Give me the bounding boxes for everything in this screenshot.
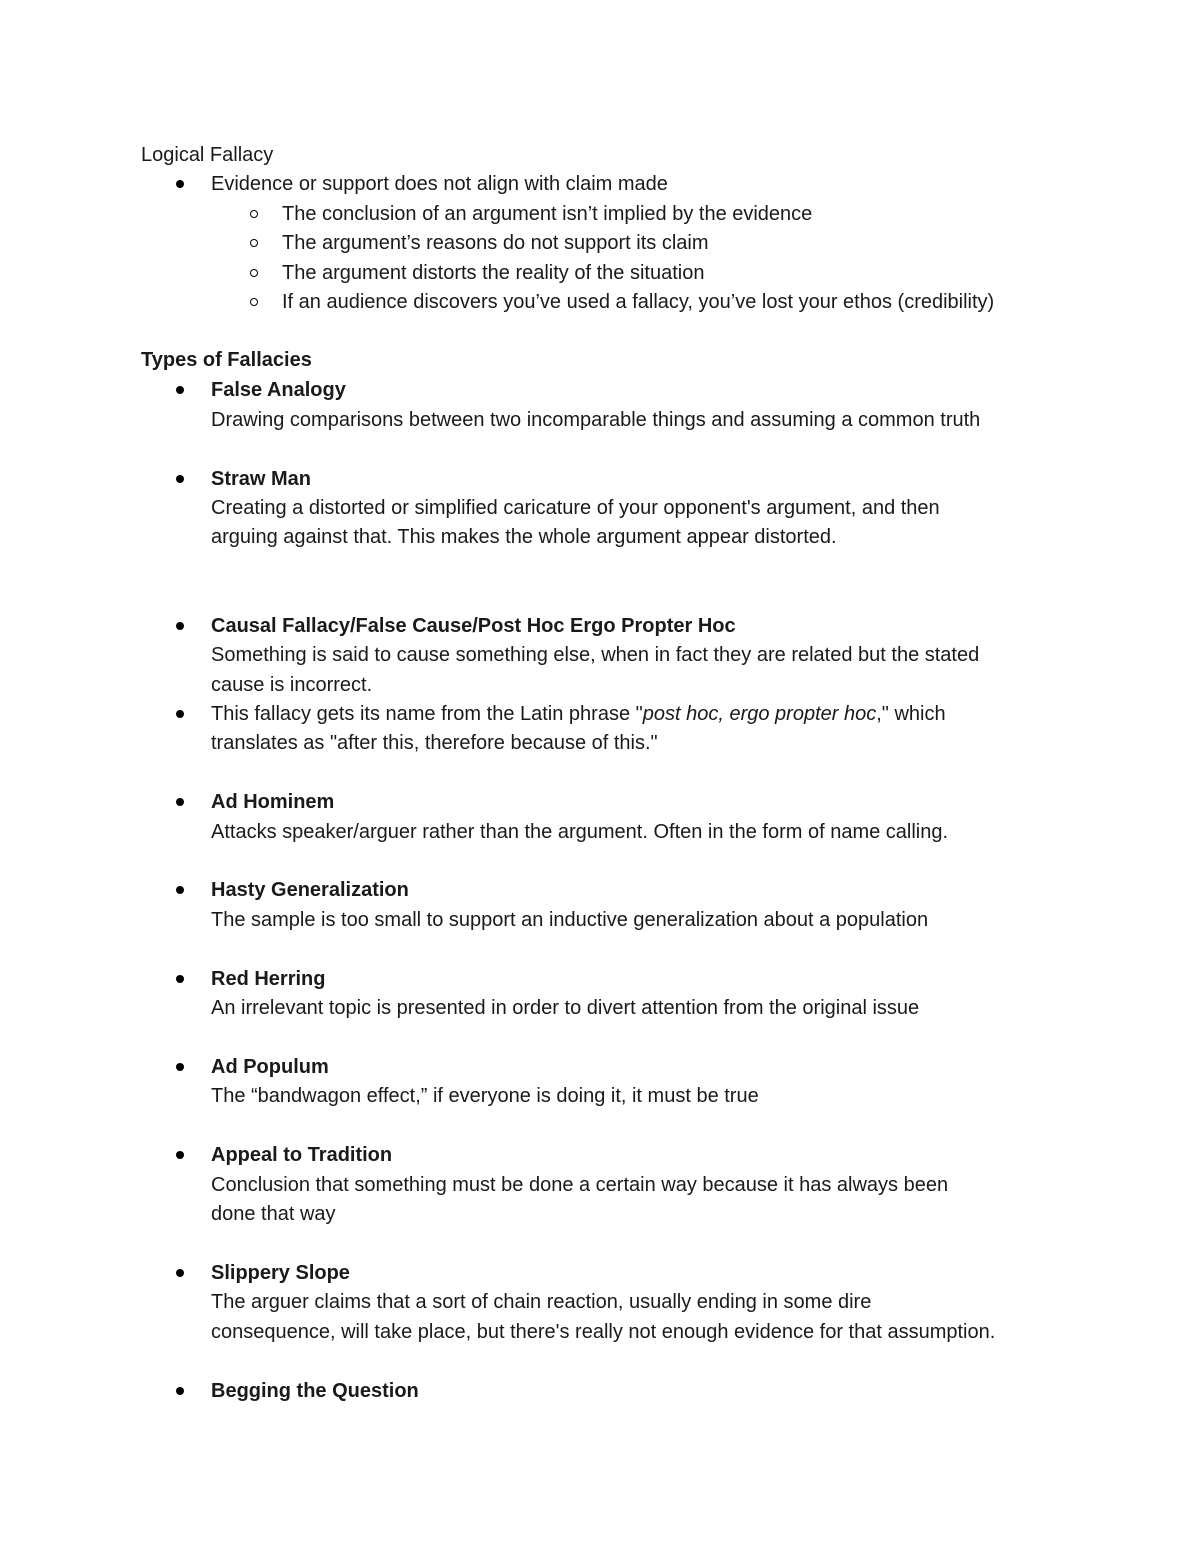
fallacy-description: The arguer claims that a sort of chain reaction, usually ending in some dire [211, 1291, 872, 1313]
latin-phrase-italic: post hoc, ergo propter hoc [642, 703, 877, 725]
fallacy-name: Begging the Question [211, 1380, 419, 1402]
fallacy-description: Something is said to cause something else, when in fact they are related but the stated [211, 644, 980, 666]
intro-bullet-text: Evidence or support does not align with claim made [211, 173, 668, 195]
fallacy-name: Hasty Generalization [211, 879, 409, 901]
fallacy-description: Attacks speaker/arguer rather than the argument. Often in the form of name calling. [211, 821, 949, 843]
fallacy-name: Ad Hominem [211, 791, 335, 813]
bullet-icon [176, 622, 184, 630]
fallacy-description: arguing against that. This makes the whole argument appear distorted. [211, 526, 837, 548]
hollow-bullet-icon [250, 210, 258, 218]
fallacy-name: Straw Man [211, 468, 312, 490]
fallacy-name: False Analogy [211, 379, 346, 401]
latin-phrase-translation: translates as "after this, therefore because of this." [211, 732, 658, 754]
bullet-icon [176, 180, 184, 188]
hollow-bullet-icon [250, 239, 258, 247]
hollow-bullet-icon [250, 269, 258, 277]
fallacy-description: Drawing comparisons between two incomparable things and assuming a common truth [211, 409, 981, 431]
bullet-icon [176, 1387, 184, 1395]
fallacy-description: done that way [211, 1203, 336, 1225]
bullet-icon [176, 386, 184, 394]
fallacy-description: consequence, will take place, but there's really not enough evidence for that assumption. [211, 1321, 996, 1343]
bullet-icon [176, 475, 184, 483]
fallacy-description: Creating a distorted or simplified caricature of your opponent's argument, and then [211, 497, 940, 519]
fallacy-name: Ad Populum [211, 1056, 329, 1078]
fallacy-name: Causal Fallacy/False Cause/Post Hoc Ergo Propter Hoc [211, 615, 736, 637]
document-title: Logical Fallacy [141, 144, 274, 166]
fallacy-name: Red Herring [211, 968, 326, 990]
sub-bullet-text: If an audience discovers you’ve used a fallacy, you’ve lost your ethos (credibility) [282, 291, 995, 313]
section-heading: Types of Fallacies [141, 349, 312, 371]
bullet-icon [176, 1151, 184, 1159]
fallacy-name: Slippery Slope [211, 1262, 350, 1284]
bullet-icon [176, 1063, 184, 1071]
hollow-bullet-icon [250, 298, 258, 306]
fallacy-description: An irrelevant topic is presented in order to divert attention from the original issue [211, 997, 920, 1019]
bullet-icon [176, 798, 184, 806]
sub-bullet-text: The argument’s reasons do not support its claim [282, 232, 709, 254]
latin-phrase-suffix: ," which [876, 703, 946, 725]
bullet-icon [176, 710, 184, 718]
fallacy-description: The sample is too small to support an inductive generalization about a population [211, 909, 929, 931]
sub-bullet-text: The conclusion of an argument isn’t implied by the evidence [282, 203, 813, 225]
sub-bullet-text: The argument distorts the reality of the situation [282, 262, 705, 284]
fallacy-name: Appeal to Tradition [211, 1144, 393, 1166]
fallacy-description: cause is incorrect. [211, 674, 373, 696]
fallacy-description: Conclusion that something must be done a certain way because it has always been [211, 1174, 949, 1196]
bullet-icon [176, 975, 184, 983]
bullet-icon [176, 1269, 184, 1277]
latin-phrase-text [211, 699, 946, 729]
latin-phrase-prefix: This fallacy gets its name from the Latin phrase " [211, 703, 643, 725]
bullet-icon [176, 886, 184, 894]
fallacy-description: The “bandwagon effect,” if everyone is doing it, it must be true [211, 1085, 759, 1107]
